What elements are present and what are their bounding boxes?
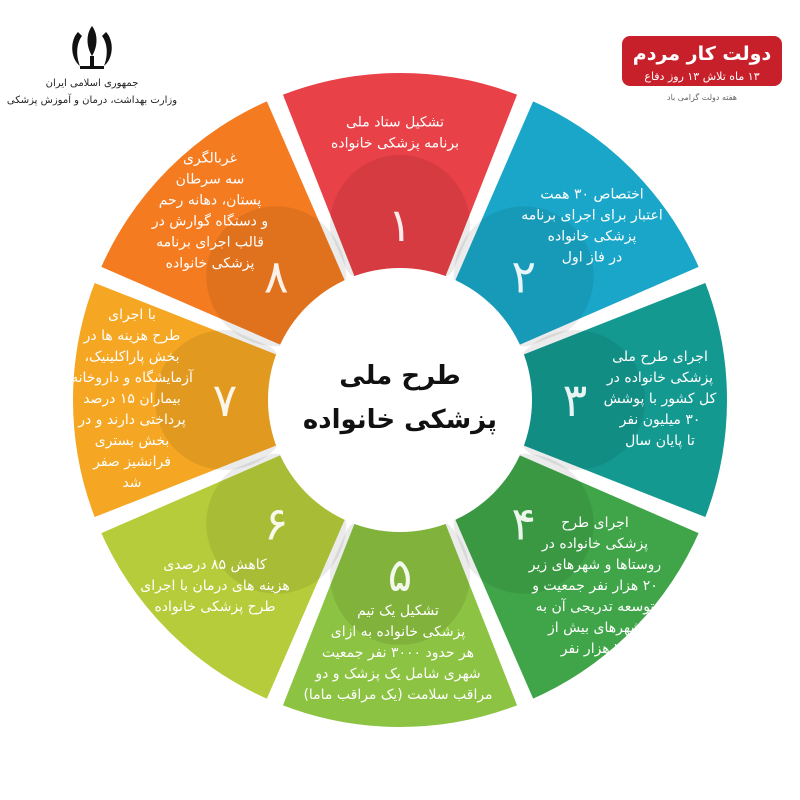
ministry-line-1: جمهوری اسلامی ایران — [45, 78, 139, 89]
segment-8-text-line: قالب اجرای برنامه — [156, 234, 264, 251]
segment-4-text-line: اجرای طرح — [561, 515, 629, 531]
segment-1-text-line: تشکیل ستاد ملی — [345, 114, 445, 131]
segment-4-text-line: ۲۰ هزار نفر — [560, 641, 630, 657]
segment-number-4: ۴ — [511, 496, 537, 551]
center-hub — [268, 268, 532, 532]
segment-2-text-line: در فاز اول — [561, 249, 623, 266]
segment-8-text-line: سه سرطان — [175, 171, 245, 188]
segment-4-text-line: ۲۰ هزار نفر جمعیت و — [532, 578, 658, 594]
segment-number-1: ۱ — [387, 198, 413, 252]
ministry-logo — [7, 26, 177, 106]
segment-3-text-line: تا پایان سال — [625, 433, 695, 449]
segment-number-8: ۸ — [263, 249, 289, 304]
segment-7-text-line: شد — [122, 475, 142, 491]
segment-number-5: ۵ — [387, 548, 413, 602]
segment-7-text-line: طرح هزینه ها در — [83, 328, 181, 344]
segment-6-text-line: کاهش ۸۵ درصدی — [163, 557, 267, 573]
segment-7-text-line: بخش پاراکلینیک، — [84, 349, 180, 365]
segment-8-text-line: غربالگری — [183, 150, 237, 167]
segment-number-7: ۷ — [212, 373, 238, 427]
segment-number-3: ۳ — [562, 373, 588, 427]
badge-title: دولت کار مردم — [632, 43, 772, 65]
segment-3-text-line: کل کشور با پوشش — [603, 391, 717, 407]
badge-footer: هفته دولت گرامی باد — [667, 93, 737, 102]
segment-5-text-line: تشکیل یک تیم — [357, 603, 439, 619]
segment-2-text-line: پزشکی خانواده — [547, 228, 637, 245]
segment-5-text-line: پزشکی خانواده به ازای — [330, 624, 466, 640]
badge-subtitle: ۱۳ ماه تلاش ۱۳ روز دفاع — [644, 70, 760, 83]
center-title-line-2: پزشکی خانواده — [302, 405, 498, 435]
government-week-badge — [622, 36, 782, 102]
iran-emblem-icon — [72, 26, 112, 69]
segment-7-text-line: بخش بستری — [94, 433, 170, 449]
segment-2-text-line: اعتبار برای اجرای برنامه — [521, 207, 663, 224]
segment-4-text-line: شهرهای بیش از — [547, 620, 643, 636]
segment-5-text-line: هر حدود ۳۰۰۰ نفر جمعیت — [321, 645, 475, 661]
segment-number-2: ۲ — [511, 249, 537, 304]
center-circle — [268, 268, 532, 532]
segment-4-text-line: پزشکی خانواده در — [541, 536, 649, 552]
segment-4-text-line: توسعه تدریجی آن به — [535, 599, 655, 615]
segment-3-text-line: پزشکی خانواده در — [606, 370, 714, 386]
segment-7-text-line: آزمایشگاه و داروخانه — [71, 370, 193, 386]
segment-8-text-line: پزشکی خانواده — [165, 255, 255, 272]
segment-7-text-line: فرانشیز صفر — [93, 454, 171, 470]
center-title-line-1: طرح ملی — [339, 361, 461, 391]
segment-6-text-line: طرح پزشکی خانواده — [154, 599, 276, 615]
segment-7-text-line: بیماران ۱۵ درصد — [83, 391, 181, 407]
segment-8-text-line: پستان، دهانه رحم — [158, 192, 262, 209]
ministry-line-2: وزارت بهداشت، درمان و آموزش پزشکی — [6, 95, 178, 106]
segment-6-text-line: هزینه های درمان با اجرای — [140, 578, 290, 594]
segment-7-text-line: پرداختی دارند و در — [78, 412, 186, 428]
segment-number-6: ۶ — [263, 496, 289, 551]
segment-4-text-line: روستاها و شهرهای زیر — [528, 557, 662, 573]
segment-5-text-line: شهری شامل یک پزشک و دو — [315, 666, 481, 682]
segment-8-text-line: و دستگاه گوارش در — [151, 213, 269, 230]
segment-3-text-line: ۳۰ میلیون نفر — [619, 412, 701, 428]
segment-2-text-line: اختصاص ۳۰ همت — [540, 186, 644, 203]
segment-5-text-line: مراقب سلامت (یک مراقب ماما) — [303, 687, 493, 703]
segment-7-text-line: با اجرای — [108, 307, 156, 323]
segment-1-text-line: برنامه پزشکی خانواده — [331, 135, 459, 152]
segment-3-text-line: اجرای طرح ملی — [612, 349, 708, 365]
